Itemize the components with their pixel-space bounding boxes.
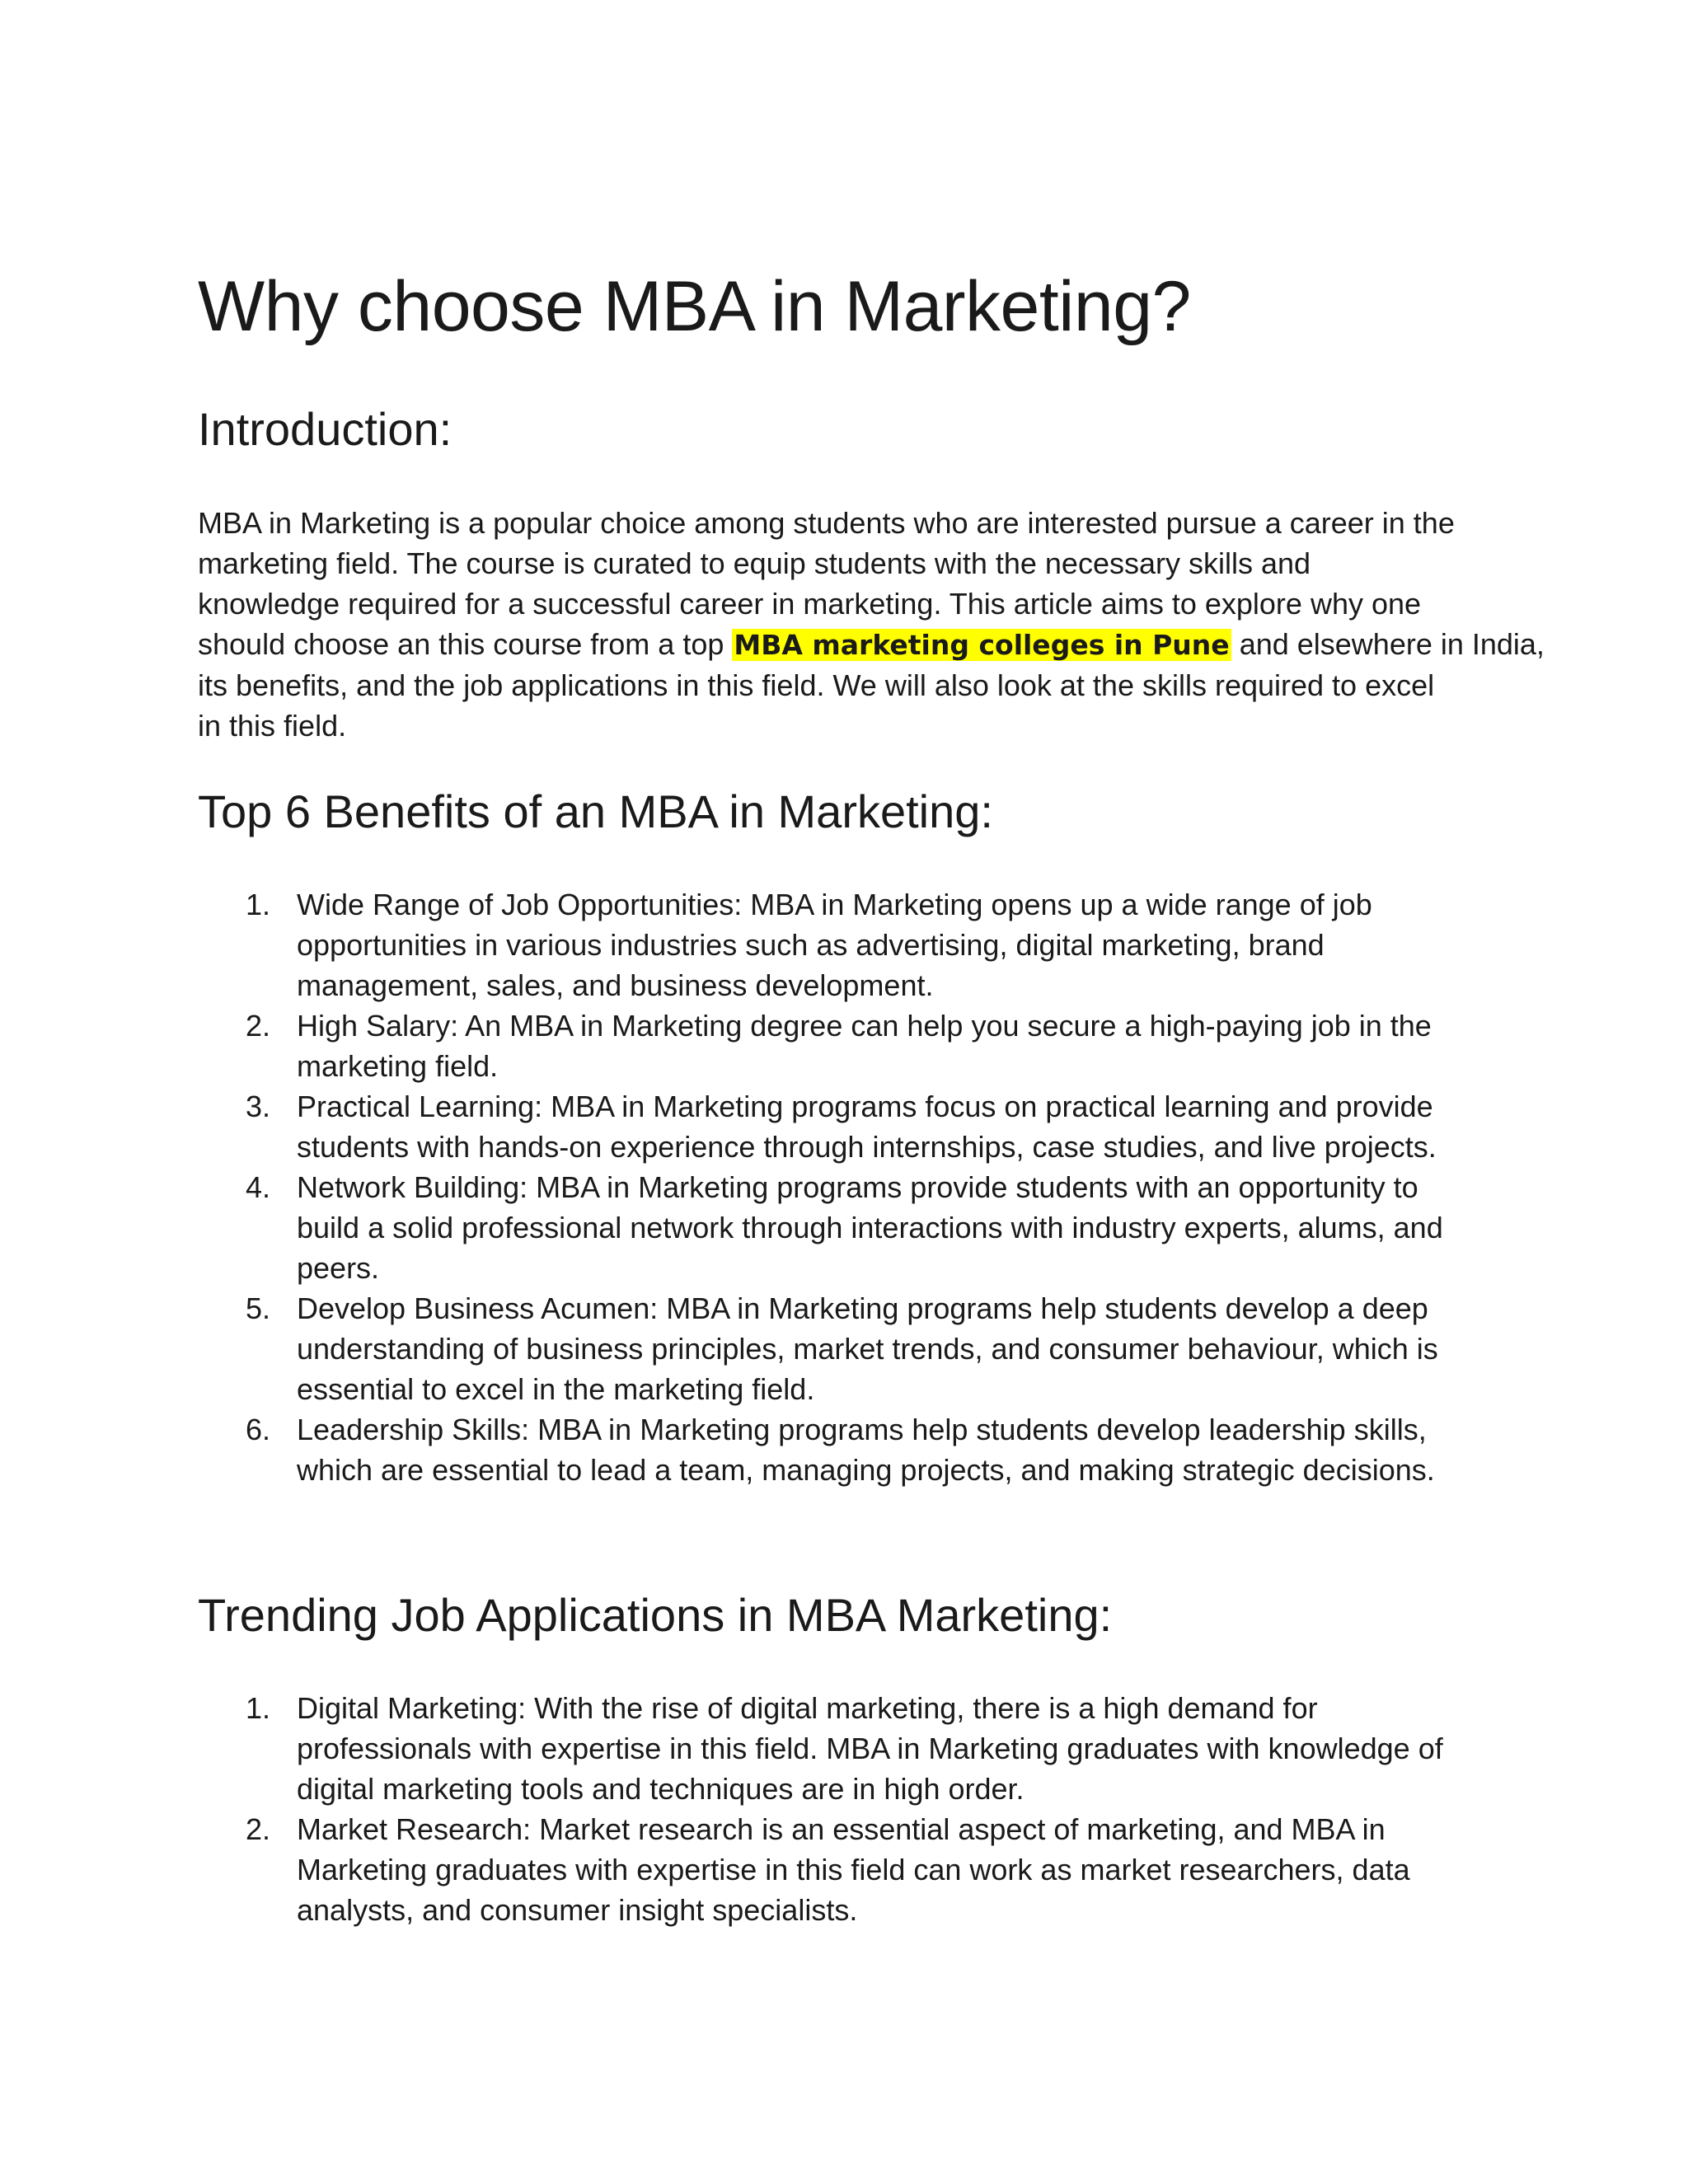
list-item-line: Market Research: Market research is an essential aspect of marketing, and MBA in (297, 1812, 1386, 1846)
list-item-line: essential to excel in the marketing field. (297, 1372, 815, 1406)
intro-text-after-highlight: and elsewhere in India, (1231, 627, 1545, 661)
intro-paragraph (198, 503, 1545, 746)
list-number: 6. (246, 1413, 271, 1446)
list-number: 2. (246, 1812, 271, 1846)
list-item-line: Wide Range of Job Opportunities: MBA in Marketing opens up a wide range of job (297, 888, 1372, 921)
list-item-line: Practical Learning: MBA in Marketing programs focus on practical learning and provide (297, 1090, 1433, 1123)
list-item-line: professionals with expertise in this field. MBA in Marketing graduates with knowledge of (297, 1732, 1443, 1765)
document-title: Why choose MBA in Marketing? (198, 267, 1191, 346)
intro-line: knowledge required for a successful career in marketing. This article aims to explore why one (198, 587, 1422, 621)
heading-job-applications: Trending Job Applications in MBA Marketing: (198, 1589, 1113, 1641)
intro-line-with-link (198, 624, 1545, 665)
list-item (198, 1688, 1500, 1809)
list-item-line: which are essential to lead a team, managing projects, and making strategic decisions. (297, 1453, 1435, 1487)
list-item-line: opportunities in various industries such as advertising, digital marketing, brand (297, 928, 1325, 962)
list-item (198, 1005, 1500, 1086)
list-number: 2. (246, 1009, 271, 1043)
benefits-list (198, 884, 1500, 1490)
list-item (198, 1809, 1500, 1930)
list-number: 1. (246, 888, 271, 921)
list-item (198, 1086, 1500, 1167)
list-item (198, 884, 1500, 1005)
job-applications-list (198, 1688, 1500, 1930)
list-item-line: High Salary: An MBA in Marketing degree can help you secure a high-paying job in the (297, 1009, 1432, 1043)
list-item (198, 1288, 1500, 1409)
list-number: 3. (246, 1090, 271, 1123)
list-item-line: students with hands-on experience through internships, case studies, and live projects. (297, 1130, 1437, 1164)
intro-line: marketing field. The course is curated to equip students with the necessary skills and (198, 546, 1311, 580)
list-item-line: management, sales, and business development. (297, 968, 934, 1002)
list-item-line: Develop Business Acumen: MBA in Marketing programs help students develop a deep (297, 1291, 1428, 1325)
list-number: 1. (246, 1691, 271, 1725)
list-item-line: digital marketing tools and techniques are in high order. (297, 1772, 1025, 1806)
list-number: 4. (246, 1170, 271, 1204)
list-item (198, 1409, 1500, 1490)
intro-line: MBA in Marketing is a popular choice among students who are interested pursue a career in the (198, 506, 1455, 540)
heading-introduction: Introduction: (198, 403, 452, 455)
list-item-line: Marketing graduates with expertise in this field can work as market researchers, data (297, 1853, 1410, 1886)
intro-line: its benefits, and the job applications in this field. We will also look at the skills required to excel (198, 668, 1435, 702)
list-item-line: Network Building: MBA in Marketing programs provide students with an opportunity to (297, 1170, 1418, 1204)
intro-line: in this field. (198, 709, 347, 743)
intro-text-before-highlight: should choose an this course from a top (198, 627, 733, 661)
list-number: 5. (246, 1291, 271, 1325)
list-item-line: understanding of business principles, market trends, and consumer behaviour, which is (297, 1332, 1438, 1366)
list-item-line: analysts, and consumer insight specialists. (297, 1893, 858, 1927)
highlighted-keyword-link[interactable]: MBA marketing colleges in Pune (734, 629, 1230, 661)
list-item-line: peers. (297, 1251, 380, 1285)
list-item-line: build a solid professional network through interactions with industry experts, alums, and (297, 1211, 1443, 1244)
list-item-line: Leadership Skills: MBA in Marketing programs help students develop leadership skills, (297, 1413, 1427, 1446)
list-item (198, 1167, 1500, 1288)
list-item-line: Digital Marketing: With the rise of digital marketing, there is a high demand for (297, 1691, 1318, 1725)
heading-benefits: Top 6 Benefits of an MBA in Marketing: (198, 785, 993, 837)
list-item-line: marketing field. (297, 1049, 499, 1083)
